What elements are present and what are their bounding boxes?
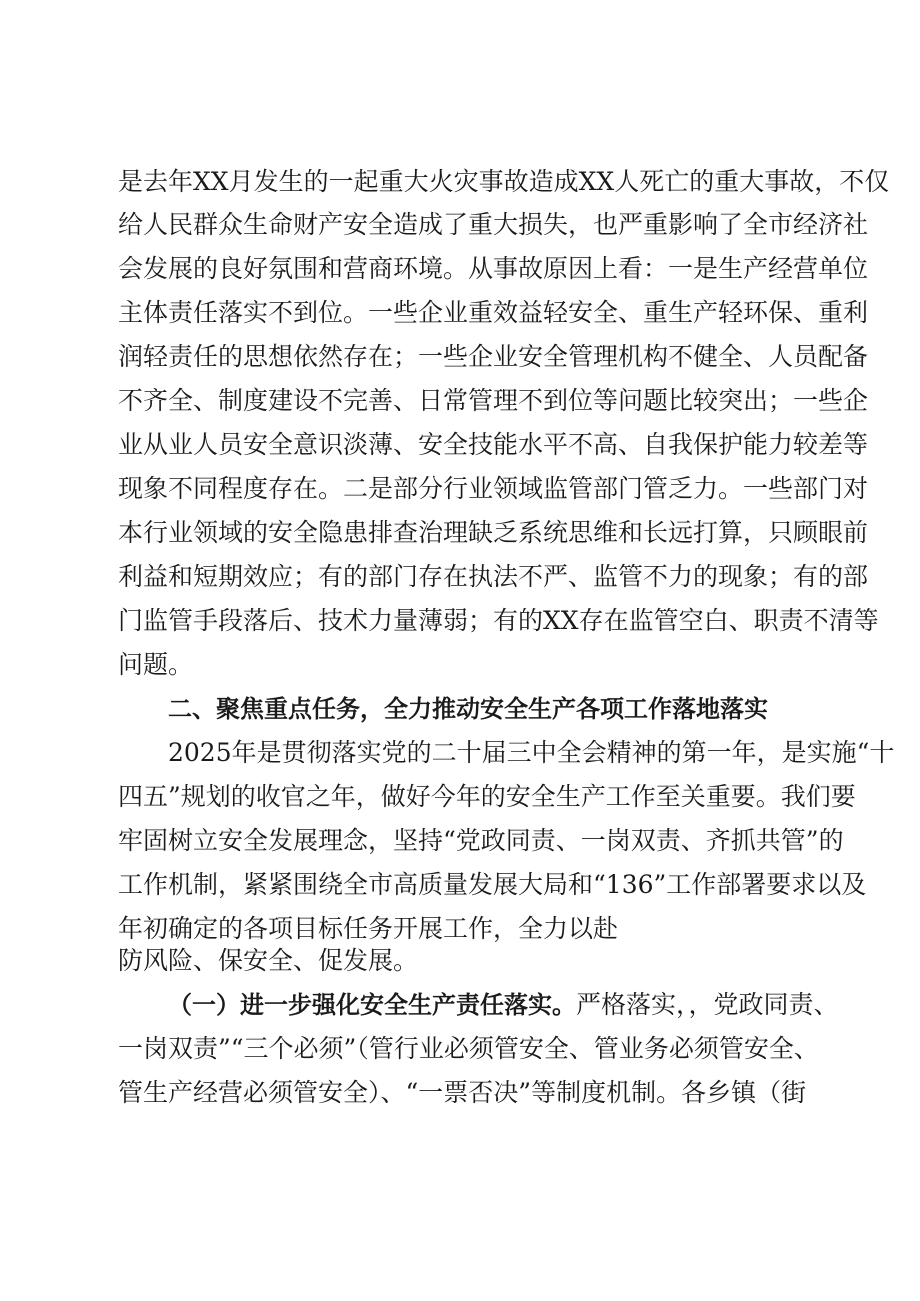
paragraph-line: 四五”规划的收官之年，做好今年的安全生产工作至关重要。我们要: [118, 782, 856, 811]
paragraph-line: 2025年是贯彻落实党的二十届三中全会精神的第一年，是实施“十: [168, 738, 895, 767]
paragraph-line: 不齐全、制度建设不完善、日常管理不到位等问题比较突出；一些企: [118, 386, 869, 415]
paragraph-line: 工作机制，紧紧围绕全市高质量发展大局和“136”工作部署要求以及: [118, 870, 867, 899]
paragraph-line: 给人民群众生命财产安全造成了重大损失，也严重影响了全市经济社: [118, 210, 869, 239]
paragraph-line: 年初确定的各项目标任务开展工作，全力以赴: [118, 914, 619, 943]
paragraph-line: 主体责任落实不到位。一些企业重效益轻安全、重生产轻环保、重利: [118, 298, 869, 327]
paragraph-line: 是去年XX月发生的一起重大火灾事故造成XX人死亡的重大事故，不仅: [118, 167, 890, 196]
paragraph-line: 业从业人员安全意识淡薄、安全技能水平不高、自我保护能力较差等: [118, 430, 869, 459]
paragraph-line: 管生产经营必须管安全）、“一票否决”等制度机制。各乡镇（街: [118, 1078, 807, 1107]
paragraph-line: 利益和短期效应；有的部门存在执法不严、监管不力的现象；有的部: [118, 562, 869, 591]
paragraph-line: 牢固树立安全发展理念，坚持“党政同责、一岗双责、齐抓共管”的: [118, 826, 844, 855]
paragraph-line: 润轻责任的思想依然存在；一些企业安全管理机构不健全、人员配备: [118, 342, 869, 371]
section-heading: 二、聚焦重点任务，全力推动安全生产各项工作落地落实: [168, 695, 768, 723]
paragraph-line: 现象不同程度存在。二是部分行业领域监管部门管乏力。一些部门对: [118, 474, 869, 503]
paragraph-line: 问题。: [118, 650, 194, 679]
paragraph-line: 门监管手段落后、技术力量薄弱；有的XX存在监管空白、职责不清等: [118, 606, 879, 635]
subsection-paragraph-line: [168, 990, 839, 1020]
paragraph-line: 本行业领域的安全隐患排查治理缺乏系统思维和长远打算，只顾眼前: [118, 518, 869, 547]
paragraph-line: 一岗双责”“三个必须”（管行业必须管安全、管业务必须管安全、: [118, 1034, 819, 1063]
subsection-text: 严格落实，，党政同责、: [576, 990, 839, 1019]
paragraph-line: 防风险、保安全、促发展。: [118, 946, 419, 975]
subsection-title: （一）进一步强化安全生产责任落实。: [168, 991, 576, 1019]
paragraph-line: 会发展的良好氛围和营商环境。从事故原因上看：一是生产经营单位: [118, 254, 869, 283]
